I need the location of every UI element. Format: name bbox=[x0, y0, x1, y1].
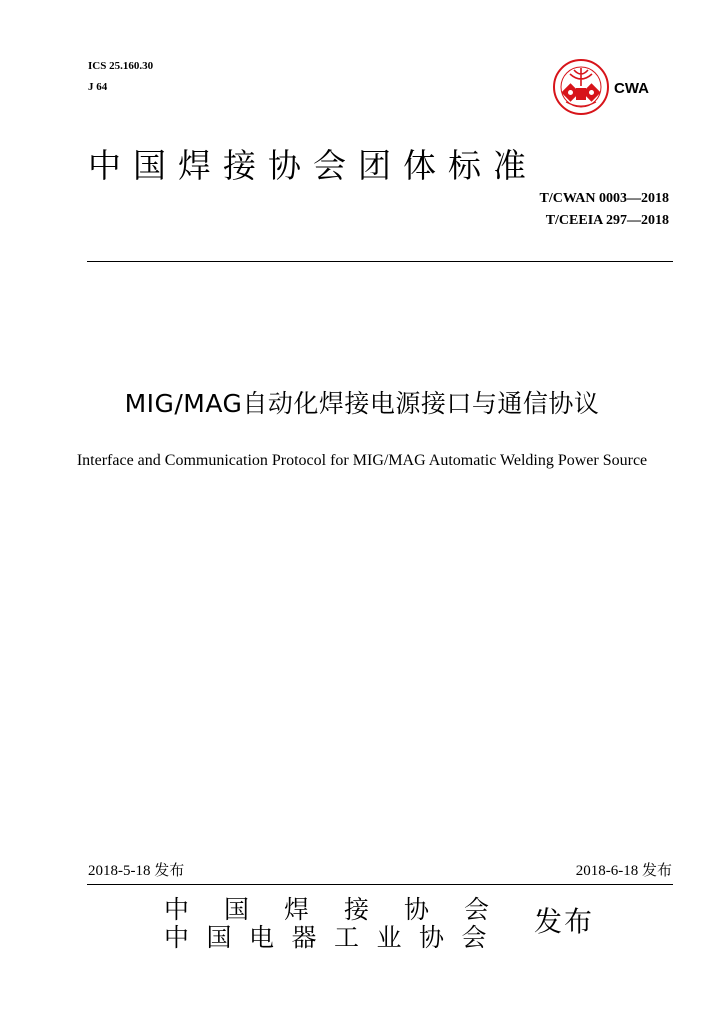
standard-category-title: 中国焊接协会团体标准 bbox=[88, 146, 538, 185]
standard-number-cwan: T/CWAN 0003—2018 bbox=[539, 191, 669, 206]
classification-codes bbox=[88, 56, 153, 98]
ccs-code: J 64 bbox=[88, 81, 108, 93]
publish-label: 发布 bbox=[534, 905, 595, 938]
implementation-date: 2018-6-18 发布 bbox=[575, 863, 672, 879]
document-title-english: Interface and Communication Protocol for MIG/MAG Automatic Welding Power Source bbox=[76, 452, 648, 469]
bottom-divider bbox=[87, 884, 673, 885]
standard-numbers bbox=[539, 188, 669, 232]
document-title-chinese: MIG/MAG自动化焊接电源接口与通信协议 bbox=[124, 389, 600, 418]
publisher-org-electrical: 中国电器工业协会 bbox=[164, 923, 505, 952]
ics-code: ICS 25.160.30 bbox=[88, 60, 154, 72]
issue-date: 2018-5-18 发布 bbox=[88, 863, 185, 879]
cwa-logo-icon bbox=[552, 58, 610, 116]
top-divider bbox=[87, 261, 673, 262]
publisher-org-welding: 中国焊接协会 bbox=[164, 895, 525, 924]
standard-number-ceeia: T/CEEIA 297—2018 bbox=[545, 213, 669, 228]
cwa-logo-text: CWA bbox=[614, 80, 649, 97]
